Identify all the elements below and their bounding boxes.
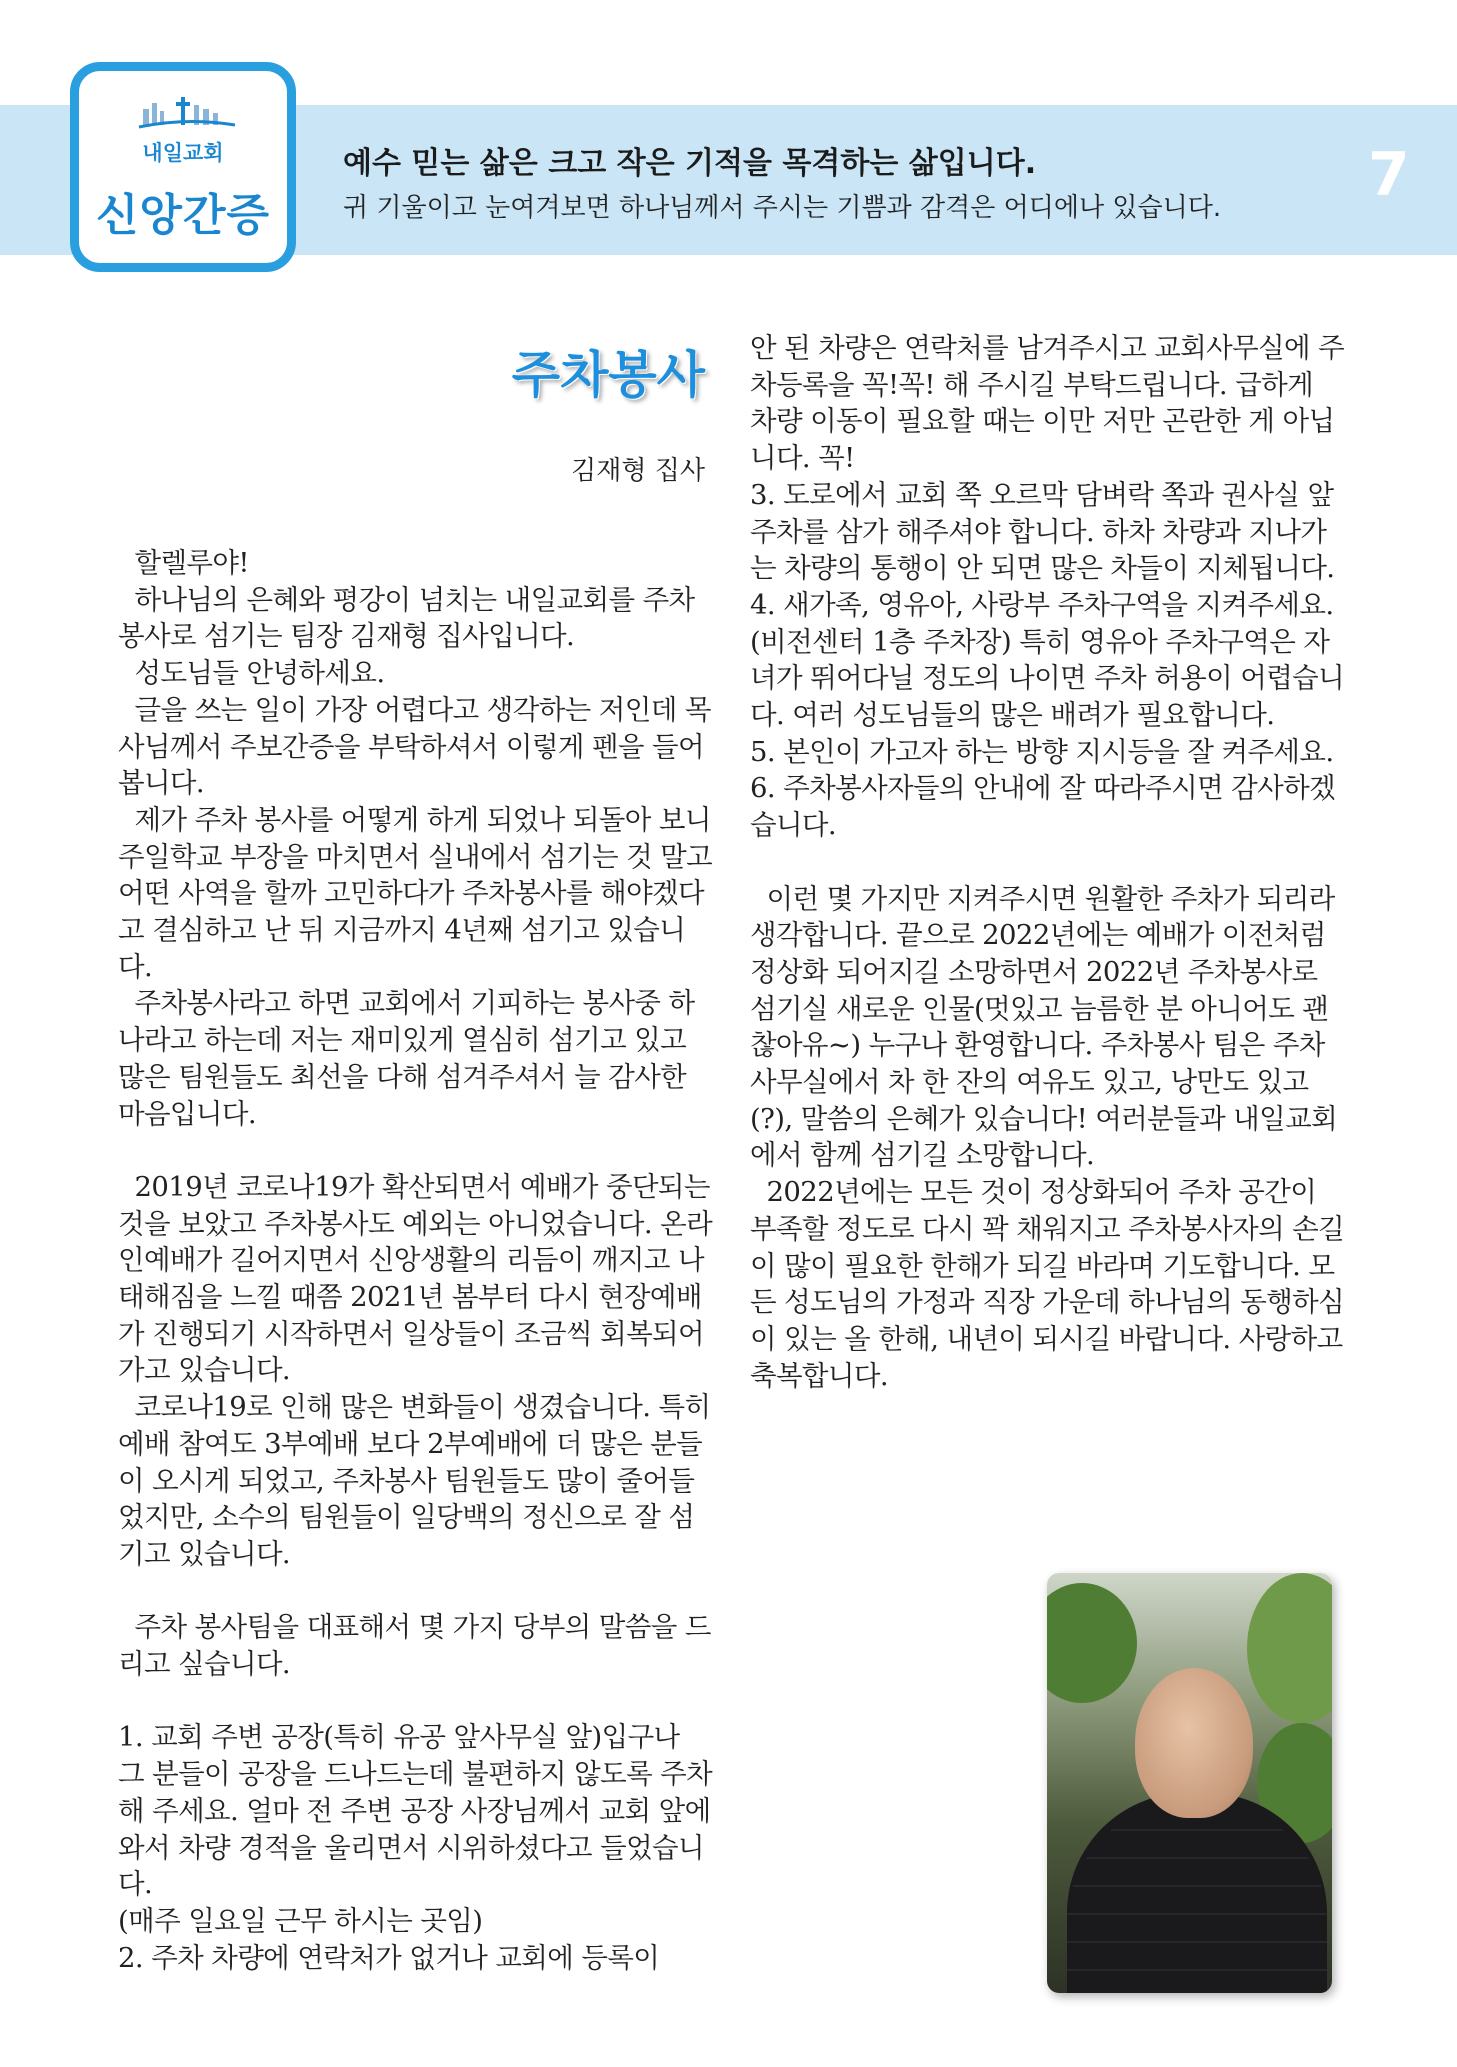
paragraph: 2022년에는 모든 것이 정상화되어 주차 공간이 부족할 정도로 다시 꽉 채워지고 주차봉사자의 손길이 많이 필요한 한해가 되길 바라며 기도합니다. 모든 성도님의 가정과 직장 가운데 하나님의 동행하심이 있는 올 한해, 내년이 되시길 바랍니다. 사랑하고 축복합니다. (750, 1176, 1345, 1392)
church-skyline-cross-icon (137, 91, 237, 131)
left-text-column (118, 545, 713, 1976)
paragraph: 할렐루야! (134, 547, 249, 579)
paragraph: 4. 새가족, 영유아, 사랑부 주차구역을 지켜주세요. (비전센터 1층 주차장) 특히 영유아 주차구역은 자녀가 뛰어다닐 정도의 나이면 주차 허용이 어렵습니다. 여러 성도님들의 많은 배려가 필요합니다. (750, 588, 1345, 732)
paragraph: 6. 주차봉사자들의 안내에 잘 따라주시면 감사하겠습니다. (750, 772, 1336, 842)
article-title: 주차봉사 (511, 346, 705, 404)
right-text-column (750, 330, 1345, 1394)
section-title: 신앙간증 (95, 190, 270, 241)
paragraph: 제가 주차 봉사를 어떻게 하게 되었나 되돌아 보니 주일학교 부장을 마치면서 실내에서 섬기는 것 말고 어떤 사역을 할까 고민하다가 주차봉사를 해야겠다고 결심하고 난 뒤 지금까지 4년째 섬기고 있습니다. (118, 803, 713, 983)
author-portrait-photo (1047, 1573, 1332, 1993)
church-name: 내일교회 (142, 141, 224, 165)
paragraph: 성도님들 안녕하세요. (134, 657, 385, 690)
paragraph: 하나님의 은혜와 평강이 넘치는 내일교회를 주차봉사로 섬기는 팀장 김재형 집사입니다. (118, 583, 695, 653)
portrait-face (1135, 1668, 1253, 1818)
church-logo-badge (70, 62, 296, 272)
paragraph: 안 된 차량은 연락처를 남겨주시고 교회사무실에 주차등록을 꼭!꼭! 해 주시길 부탁드립니다. 급하게 차량 이동이 필요할 때는 이만 저만 곤란한 게 아닙니다. 꼭! (750, 332, 1345, 475)
paragraph: 1. 교회 주변 공장(특히 유공 앞사무실 앞)입구나 그 분들이 공장을 드나드는데 불편하지 않도록 주차해 주세요. 얼마 전 주변 공장 사장님께서 교회 앞에 와서 차량 경적을 울리면서 시위하셨다고 들었습니다. (118, 1721, 713, 1901)
paragraph: 코로나19로 인해 많은 변화들이 생겼습니다. 특히 예배 참여도 3부예배 보다 2부예배에 더 많은 분들이 오시게 되었고, 주차봉사 팀원들도 많이 줄어들었지만, 소수의 팀원들이 일당백의 정신으로 잘 섬기고 있습니다. (118, 1391, 711, 1570)
page-headline: 예수 믿는 삶은 크고 작은 기적을 목격하는 삶입니다. (343, 146, 1037, 181)
plant-leaves (1247, 1573, 1332, 1723)
paragraph: 주차 봉사팀을 대표해서 몇 가지 당부의 말씀을 드리고 싶습니다. (118, 1611, 711, 1681)
article-author: 김재형 집사 (571, 456, 705, 486)
paragraph: 이런 몇 가지만 지켜주시면 원활한 주차가 되리라 생각합니다. 끝으로 2022년에는 예배가 이전처럼 정상화 되어지길 소망하면서 2022년 주차봉사로 섬기실 새로운 인물(멋있고 늠름한 분 아니어도 괜찮아유~) 누구나 환영합니다. 주차봉사 팀은 주차 사무실에서 차 한 잔의 여유도 있고, 낭만도 있고(?), 말씀의 은혜가 있습니다! 여러분들과 내일교회에서 함께 섬기길 소망합니다. (750, 882, 1338, 1172)
paragraph: 글을 쓰는 일이 가장 어렵다고 생각하는 저인데 목사님께서 주보간증을 부탁하셔서 이렇게 펜을 들어봅니다. (118, 693, 711, 800)
paragraph: 주차봉사라고 하면 교회에서 기피하는 봉사중 하나라고 하는데 저는 재미있게 열심히 섬기고 있고 많은 팀원들도 최선을 다해 섬겨주셔서 늘 감사한 마음입니다. (118, 987, 695, 1130)
plant-leaves (1047, 1583, 1137, 1703)
page-number: 7 (1368, 140, 1410, 210)
paragraph: 2019년 코로나19가 확산되면서 예배가 중단되는 것을 보았고 주차봉사도 예외는 아니었습니다. 온라인예배가 길어지면서 신앙생활의 리듬이 깨지고 나태해짐을 느낄 때쯤 2021년 봄부터 다시 현장예배가 진행되기 시작하면서 일상들이 조금씩 회복되어가고 있습니다. (118, 1170, 713, 1387)
paragraph: 3. 도로에서 교회 쪽 오르막 담벼락 쪽과 권사실 앞 주차를 삼가 해주셔야 합니다. 하차 차량과 지나가는 차량의 통행이 안 되면 많은 차들이 지체됩니다. (750, 478, 1335, 585)
paragraph: (매주 일요일 근무 하시는 곳임) (118, 1904, 483, 1937)
paragraph: 2. 주차 차량에 연락처가 없거나 교회에 등록이 (118, 1941, 660, 1974)
paragraph: 5. 본인이 가고자 하는 방향 지시등을 잘 켜주세요. (750, 735, 1334, 768)
page-subheadline: 귀 기울이고 눈여겨보면 하나님께서 주시는 기쁨과 감격은 어디에나 있습니다. (343, 193, 1222, 223)
